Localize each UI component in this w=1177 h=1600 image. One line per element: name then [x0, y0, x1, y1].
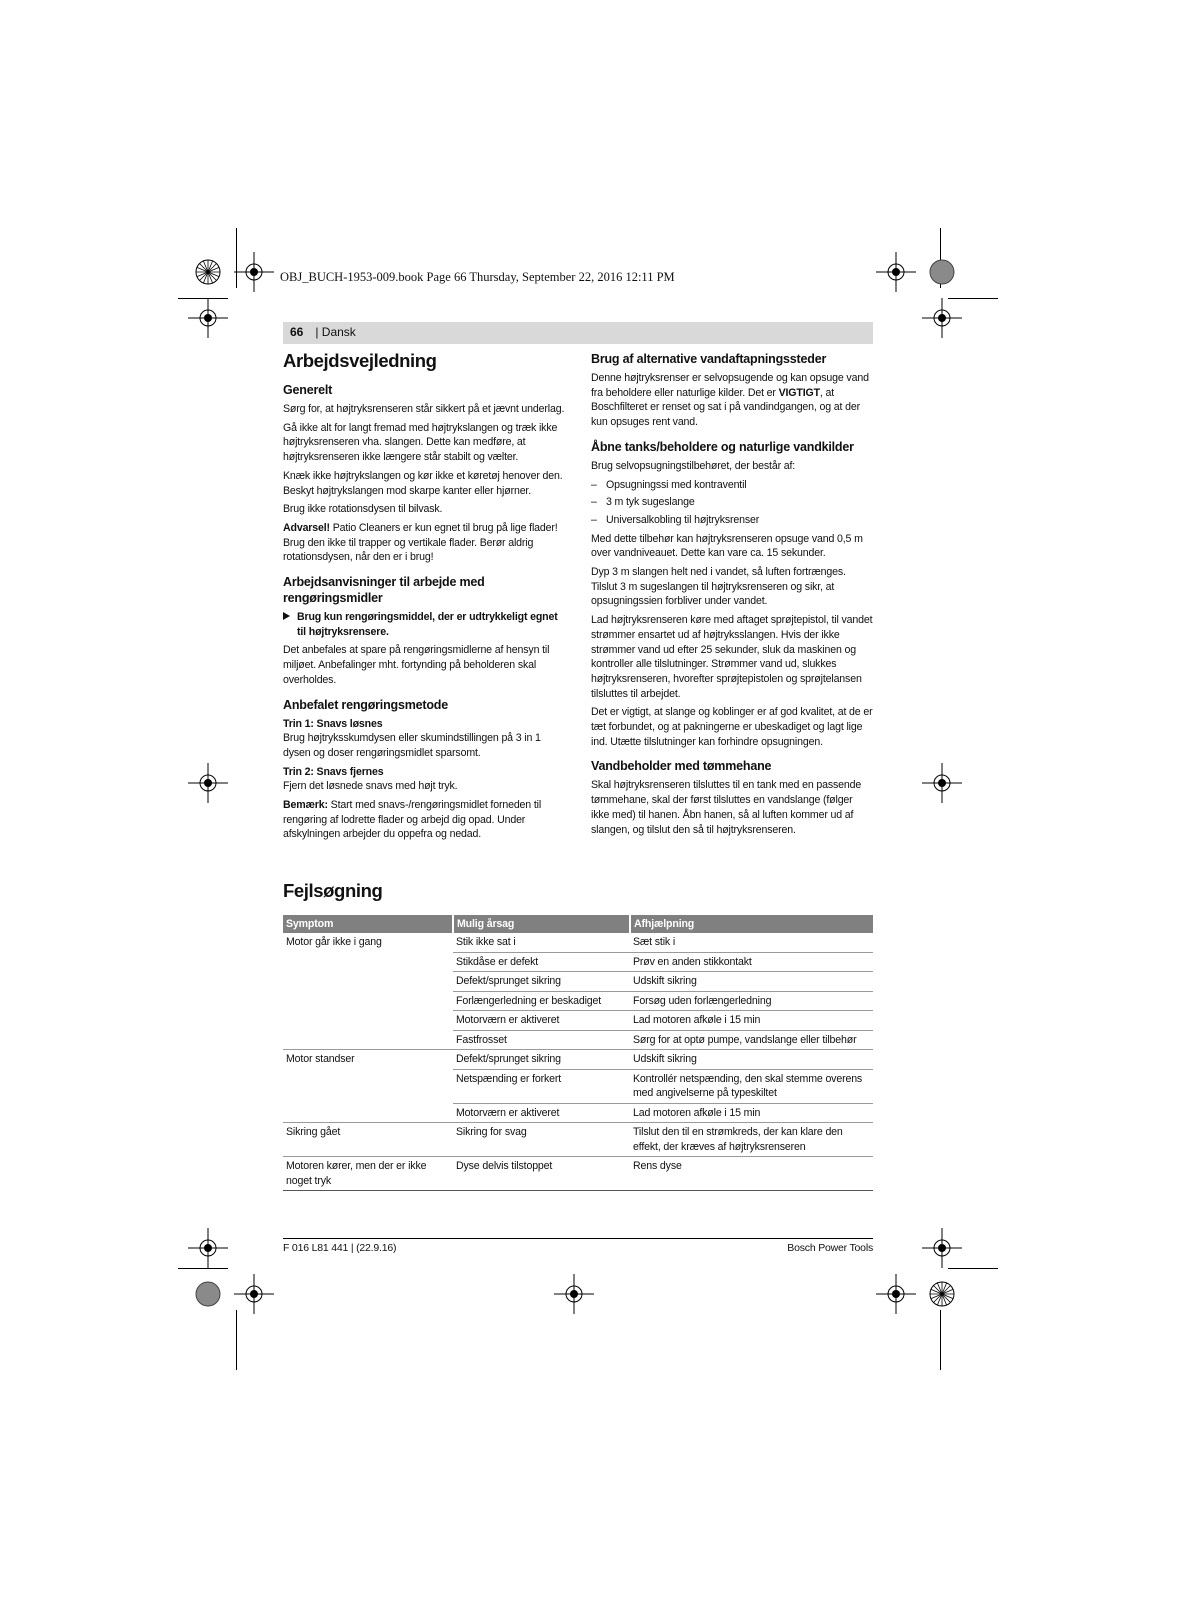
cause-cell: Motorværn er aktiveret — [453, 1103, 630, 1123]
registration-star-top-left — [196, 260, 220, 284]
cause-cell: Forlængerledning er beskadiget — [453, 991, 630, 1011]
footer-document-code: F 016 L81 441 | (22.9.16) — [283, 1242, 397, 1254]
registration-cross — [876, 252, 916, 292]
cause-cell: Stikdåse er defekt — [453, 952, 630, 972]
instruction-bullet: Brug kun rengøringsmiddel, der er udtrykkeligt egnet til højtryksrensere. — [283, 610, 565, 639]
symptom-cell: Motor standser — [283, 1050, 453, 1123]
heading-alternative-vand: Brug af alternative vandaftapningssteder — [591, 352, 827, 366]
registration-gray-bottom-left — [196, 1282, 220, 1306]
arrow-bullet-icon — [283, 612, 290, 620]
step-1-label: Trin 1: Snavs løsnes — [283, 717, 383, 730]
column-header: Afhjælpning — [630, 915, 873, 933]
paragraph: Skal højtryksrenseren tilsluttes til en tank med en passende tømmehane, skal der først tilsluttes en vandslange (følger ikke med) til hanen. Åbn hanen, så al luften kommer ud af slangen, og tilslut den så til højtryksrenseren. — [591, 779, 862, 836]
table-row — [283, 1123, 873, 1157]
heading-arbejdsanvisninger: Arbejdsanvisninger til arbejde med rengøringsmidler — [283, 575, 485, 606]
remedy-cell: Tilslut den til en strømkreds, der kan klare den effekt, der kræves af højtryksrenseren — [630, 1123, 873, 1157]
remedy-cell: Udskift sikring — [630, 1050, 873, 1070]
paragraph: Gå ikke alt for langt fremad med højtrykslangen og træk ikke højtryksrenseren vha. slangen. Dette kan medføre, at højtryksrenseren ikke længere står stabilt og vælter. — [283, 421, 558, 464]
cause-cell: Defekt/sprunget sikring — [453, 972, 630, 992]
registration-cross — [234, 1274, 274, 1314]
footer-rule — [283, 1238, 873, 1239]
paragraph: Med dette tilbehør kan højtryksrenseren opsuge vand 0,5 m over vandniveauet. Dette kan vare ca. 15 sekunder. — [591, 532, 863, 560]
registration-cross — [922, 1228, 962, 1268]
list-item: – Opsugningssi med kontraventil — [591, 478, 747, 491]
page-number: 66 — [290, 325, 304, 339]
heading-vandbeholder: Vandbeholder med tømmehane — [591, 759, 772, 774]
registration-gray-top-right — [930, 260, 954, 284]
accessory-list — [591, 478, 873, 528]
paragraph: Det anbefales at spare på rengøringsmidlerne af hensyn til miljøet. Anbefalinger mht. fortynding på beholderen skal overholdes. — [283, 644, 550, 686]
remedy-cell: Sæt stik i — [630, 933, 873, 952]
paragraph: Lad højtryksrenseren køre med aftaget sprøjtepistol, til vandet strømmer ensartet ud af højtryksslangen. Hvis der ikke strømmer vand ud efter 25 sekunder, sluk da maskinen og kontroller alle tilslutninger. Strømmer vand ud, slukkes højtryksrenseren, hvorefter sprøjtepistolen og sprøjtelansen tilsluttes til arbejdet. — [591, 614, 873, 700]
remedy-cell: Udskift sikring — [630, 972, 873, 992]
paragraph: Brug højtryksskumdysen eller skumindstillingen på 3 in 1 dysen og doser rengøringsmidlet sparsomt. — [283, 732, 541, 759]
step-2-label: Trin 2: Snavs fjernes — [283, 765, 384, 778]
paragraph: Brug ikke rotationsdysen til bilvask. — [283, 503, 443, 516]
cause-cell: Fastfrosset — [453, 1030, 630, 1050]
page-language: | Dansk — [312, 325, 356, 339]
column-header: Mulig årsag — [453, 915, 630, 933]
paragraph: Fjern det løsnede snavs med højt tryk. — [283, 780, 458, 793]
section-title-arbejdsvejledning: Arbejdsvejledning — [283, 350, 437, 371]
warning-label: Advarsel! — [283, 521, 330, 534]
registration-star-bottom-right — [930, 1282, 954, 1306]
note-paragraph: Bemærk: Start med snavs-/rengøringsmidlet forneden til rengøring af lodrette flader og arbejd dig opad. Under afskylningen arbejder du oppefra og nedad. — [283, 799, 542, 841]
paragraph: Brug selvopsugningstilbehøret, der består af: — [591, 459, 796, 472]
cause-cell: Stik ikke sat i — [453, 933, 630, 952]
heading-generelt: Generelt — [283, 383, 333, 397]
cause-cell: Netspænding er forkert — [453, 1069, 630, 1103]
section-title-fejlsoegning: Fejlsøgning — [283, 880, 383, 901]
registration-cross — [234, 252, 274, 292]
remedy-cell: Lad motoren afkøle i 15 min — [630, 1103, 873, 1123]
page-header — [283, 322, 873, 344]
symptom-cell: Sikring gået — [283, 1123, 453, 1157]
remedy-cell: Sørg for at optø pumpe, vandslange eller tilbehør — [630, 1030, 873, 1050]
remedy-cell: Kontrollér netspænding, den skal stemme overens med angivelserne på typeskiltet — [630, 1069, 873, 1103]
list-item: – 3 m tyk sugeslange — [591, 496, 695, 509]
table-row — [283, 1050, 873, 1070]
paragraph: Sørg for, at højtryksrenseren står sikkert på et jævnt underlag. — [283, 403, 565, 415]
remedy-cell: Lad motoren afkøle i 15 min — [630, 1011, 873, 1031]
remedy-cell: Rens dyse — [630, 1157, 873, 1191]
registration-cross — [922, 763, 962, 803]
registration-cross — [188, 763, 228, 803]
file-info-line: OBJ_BUCH-1953-009.book Page 66 Thursday, September 22, 2016 12:11 PM — [280, 270, 675, 284]
list-item: – Universalkobling til højtryksrenser — [591, 513, 760, 526]
footer-brand: Bosch Power Tools — [787, 1242, 873, 1254]
warning-paragraph: Advarsel! Patio Cleaners er kun egnet til brug på lige flader! Brug den ikke til trapper og vertikale flader. Berør aldrig rotationsdysen, når den er i brug! — [283, 521, 558, 564]
remedy-cell: Prøv en anden stikkontakt — [630, 952, 873, 972]
remedy-cell: Forsøg uden forlængerledning — [630, 991, 873, 1011]
cause-cell: Dyse delvis tilstoppet — [453, 1157, 630, 1191]
table-header-row — [283, 915, 873, 933]
paragraph: Denne højtryksrenser er selvopsugende og kan opsuge vand fra beholdere eller naturlige kilder. Det er VIGTIGT, at Boschfilteret er renset og sat i på vandindgangen, og at der kun opsuges rent vand. — [591, 372, 869, 429]
registration-cross — [188, 298, 228, 338]
registration-cross — [554, 1274, 594, 1314]
left-column — [283, 350, 565, 846]
paragraph: Dyp 3 m slangen helt ned i vandet, så luften fortrænges. Tilslut 3 m sugeslangen til højtryksrenseren og sikr, at opsugningssien forbliver under vandet. — [591, 566, 846, 608]
column-header: Symptom — [283, 915, 453, 933]
table-row — [283, 1157, 873, 1191]
cause-cell: Defekt/sprunget sikring — [453, 1050, 630, 1070]
cause-cell: Sikring for svag — [453, 1123, 630, 1157]
symptom-cell: Motoren kører, men der er ikke noget tryk — [283, 1157, 453, 1191]
cause-cell: Motorværn er aktiveret — [453, 1011, 630, 1031]
fault-table — [283, 915, 873, 1191]
heading-anbefalet-metode: Anbefalet rengøringsmetode — [283, 697, 448, 712]
symptom-cell: Motor går ikke i gang — [283, 933, 453, 1050]
table-row — [283, 933, 873, 952]
paragraph: Knæk ikke højtrykslangen og kør ikke et køretøj henover den. Beskyt højtrykslangen mod skarpe kanter eller hjørner. — [283, 469, 563, 497]
paragraph: Det er vigtigt, at slange og koblinger er af god kvalitet, at de er tæt forbundet, og at pakningerne er ubeskadiget og lagt lige ind. Utætte tilslutninger kan forhindre opsugningen. — [591, 706, 873, 748]
registration-cross — [188, 1228, 228, 1268]
heading-aabne-tanks: Åbne tanks/beholdere og naturlige vandkilder — [591, 439, 854, 454]
registration-cross — [922, 298, 962, 338]
right-column — [591, 350, 873, 841]
registration-cross — [876, 1274, 916, 1314]
